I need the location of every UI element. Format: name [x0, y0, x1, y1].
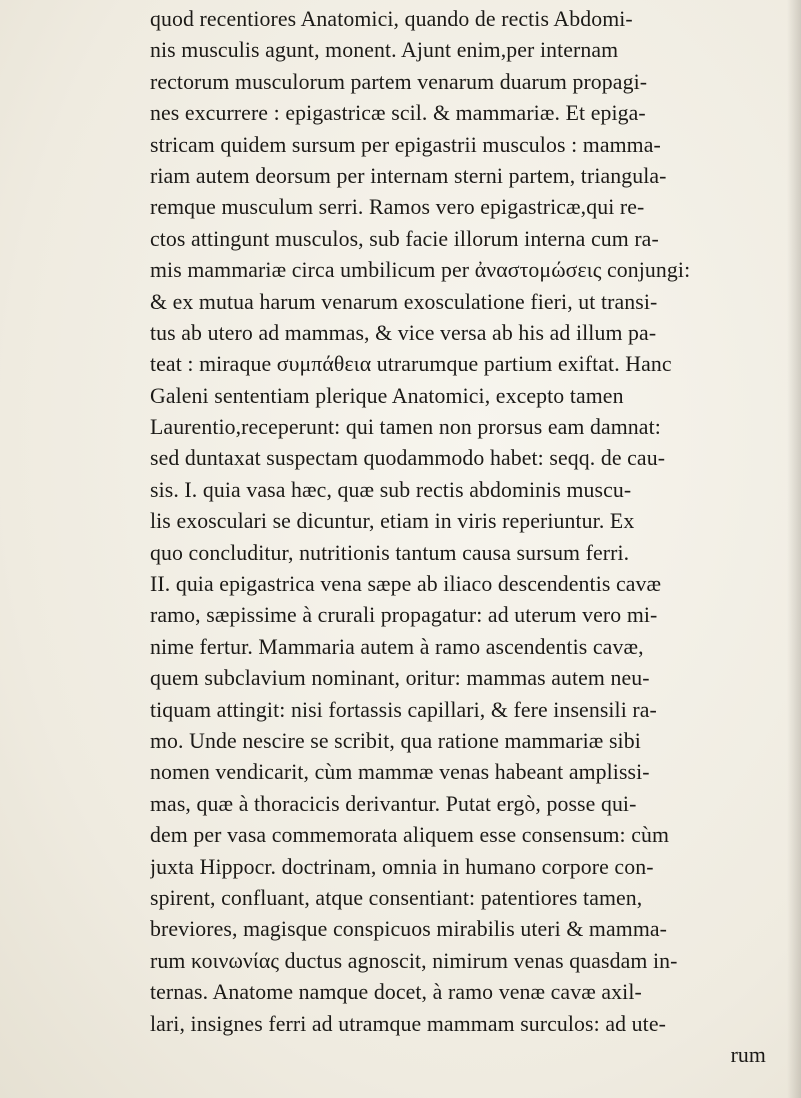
text-line: ctos attingunt musculos, sub facie illorum interna cum ra-: [150, 226, 659, 251]
text-line: quem subclavium nominant, oritur: mammas autem neu-: [150, 666, 650, 691]
text-line: sed duntaxat suspectam quodammodo habet: seqq. de cau-: [150, 446, 666, 471]
text-line: rum κοινωνίας ductus agnoscit, nimirum venas quasdam in-: [150, 948, 678, 973]
text-line: mis mammariæ circa umbilicum per ἀναστομώσεις conjungi:: [150, 258, 691, 283]
text-line: quo concluditur, nutritionis tantum causa sursum ferri.: [150, 540, 630, 565]
body-text: [150, 4, 800, 1071]
text-line: & ex mutua harum venarum exosculatione fieri, ut transi-: [150, 289, 658, 314]
text-line: stricam quidem sursum per epigastrii musculos : mamma-: [150, 132, 661, 157]
text-line: II. quia epigastrica vena sæpe ab iliaco descendentis cavæ: [150, 572, 662, 597]
text-line: nis musculis agunt, monent. Ajunt enim,per internam: [150, 38, 619, 63]
text-line: nomen vendicarit, cùm mammæ venas habeant amplissi-: [150, 760, 650, 785]
text-line: nime fertur. Mammaria autem à ramo ascendentis cavæ,: [150, 634, 644, 659]
text-line: mas, quæ à thoracicis derivantur. Putat ergò, posse qui-: [150, 791, 637, 816]
text-line: ternas. Anatome namque docet, à ramo venæ cavæ axil-: [150, 980, 642, 1005]
text-line: lari, insignes ferri ad utramque mammam surculos: ad ute-: [150, 1011, 666, 1036]
text-line: sis. I. quia vasa hæc, quæ sub rectis abdominis muscu-: [150, 477, 632, 502]
text-line: breviores, magisque conspicuos mirabilis uteri & mamma-: [150, 917, 668, 942]
text-line: Laurentio,receperunt: qui tamen non prorsus eam damnat:: [150, 415, 661, 440]
text-line: Galeni sententiam plerique Anatomici, excepto tamen: [150, 383, 624, 408]
text-line: remque musculum serri. Ramos vero epigastricæ,qui re-: [150, 195, 645, 220]
text-line: ramo, sæpissime à crurali propagatur: ad uterum vero mi-: [150, 603, 658, 628]
text-line: spirent, confluant, atque consentiant: patentiores tamen,: [150, 885, 643, 910]
text-line: tiquam attingit: nisi fortassis capillari, & fere insensili ra-: [150, 697, 657, 722]
text-line: dem per vasa commemorata aliquem esse consensum: cùm: [150, 823, 670, 848]
catchword: rum: [730, 1042, 766, 1067]
text-line: teat : miraque συμπάθεια utrarumque partium exiftat. Hanc: [150, 352, 672, 377]
text-line: lis exosculari se dicuntur, etiam in viris reperiuntur. Ex: [150, 509, 635, 534]
text-line: rectorum musculorum partem venarum duarum propagi-: [150, 69, 648, 94]
text-line: riam autem deorsum per internam sterni partem, triangula-: [150, 163, 667, 188]
text-line: mo. Unde nescire se scribit, qua ratione mammariæ sibi: [150, 728, 641, 753]
text-line: tus ab utero ad mammas, & vice versa ab his ad illum pa-: [150, 320, 657, 345]
text-line: juxta Hippocr. doctrinam, omnia in humano corpore con-: [150, 854, 654, 879]
text-line: nes excurrere : epigastricæ scil. & mammariæ. Et epiga-: [150, 101, 646, 126]
text-line: quod recentiores Anatomici, quando de rectis Abdomi-: [150, 7, 633, 31]
